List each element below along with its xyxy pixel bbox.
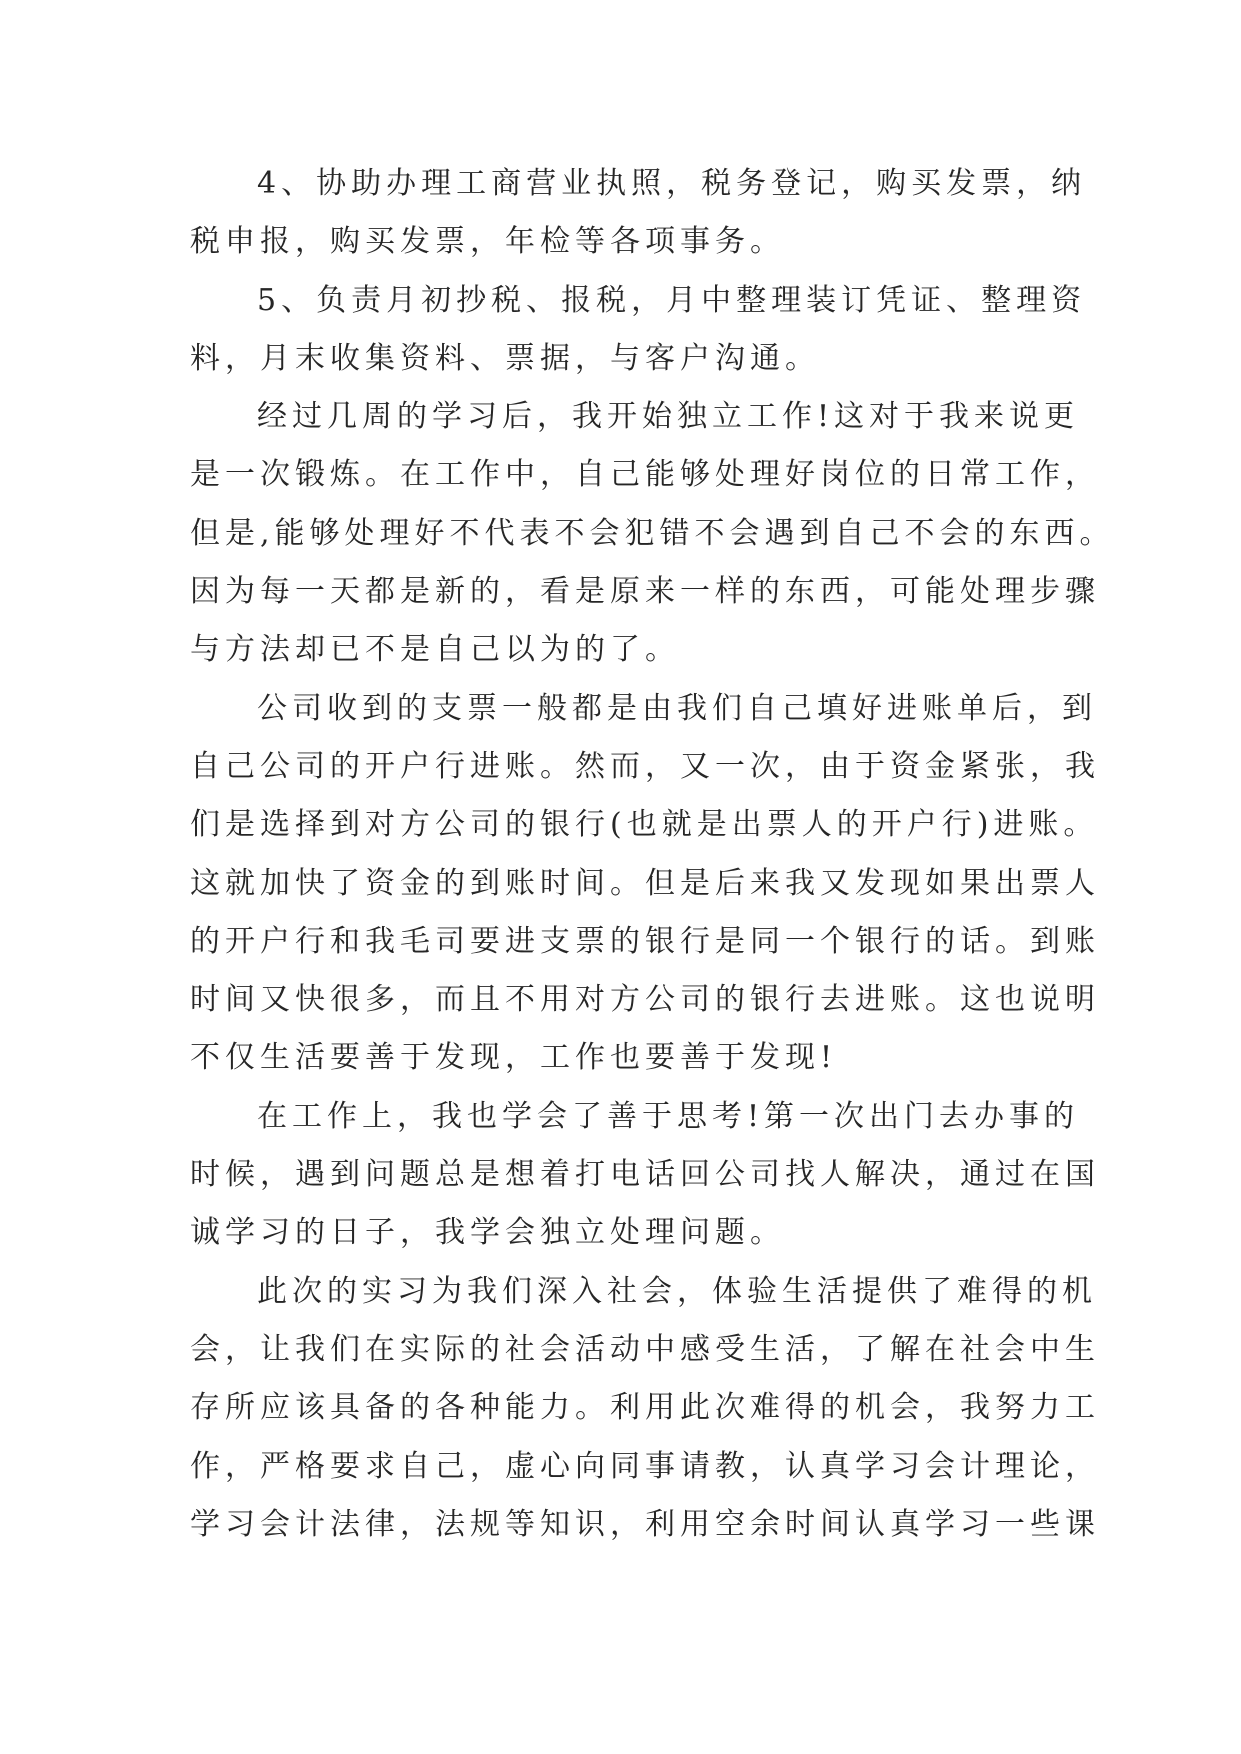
- text-line: 们是选择到对方公司的银行(也就是出票人的开户行)进账。: [190, 807, 1099, 843]
- text-line: 自己公司的开户行进账。然而，又一次，由于资金紧张，我: [190, 748, 1100, 784]
- paragraph-independent-work: [190, 388, 1115, 679]
- text-line: 会，让我们在实际的社会活动中感受生活，了解在社会中生: [190, 1331, 1100, 1367]
- text-line: 5、负责月初抄税、报税，月中整理装订凭证、整理资: [257, 282, 1087, 318]
- text-line: 作，严格要求自己，虚心向同事请教，认真学习会计理论，: [190, 1448, 1100, 1484]
- text-line: 因为每一天都是新的，看是原来一样的东西，可能处理步骤: [190, 574, 1100, 610]
- text-line: 与方法却已不是自己以为的了。: [190, 632, 680, 668]
- text-line: 时间又快很多，而且不用对方公司的银行去进账。这也说明: [190, 982, 1100, 1018]
- text-line: 存所应该具备的各种能力。利用此次难得的机会，我努力工: [190, 1390, 1100, 1426]
- text-line: 不仅生活要善于发现，工作也要善于发现!: [190, 1040, 838, 1076]
- paragraph-item-5-duties: [190, 272, 1086, 389]
- text-line: 这就加快了资金的到账时间。但是后来我又发现如果出票人: [190, 865, 1100, 901]
- paragraph-cheque-deposit: [190, 680, 1100, 1088]
- text-line: 公司收到的支票一般都是由我们自己填好进账单后，到: [257, 690, 1097, 726]
- text-line: 时候，遇到问题总是想着打电话回公司找人解决，通过在国: [190, 1157, 1100, 1193]
- paragraph-item-4-duties: [190, 155, 1086, 272]
- text-line: 4、协助办理工商营业执照，税务登记，购买发票，纳: [257, 166, 1087, 201]
- text-line: 诚学习的日子，我学会独立处理问题。: [190, 1215, 785, 1251]
- text-line: 税申报，购买发票，年检等各项事务。: [190, 224, 785, 260]
- text-line: 是一次锻炼。在工作中，自己能够处理好岗位的日常工作，: [190, 457, 1100, 493]
- text-line: 在工作上，我也学会了善于思考!第一次出门去办事的: [257, 1098, 1080, 1134]
- text-line: 的开户行和我毛司要进支票的银行是同一个银行的话。到账: [190, 923, 1100, 959]
- text-line: 此次的实习为我们深入社会，体验生活提供了难得的机: [257, 1273, 1097, 1309]
- text-line: 经过几周的学习后，我开始独立工作!这对于我来说更: [257, 399, 1080, 435]
- text-line: 学习会计法律，法规等知识，利用空余时间认真学习一些课: [190, 1506, 1100, 1542]
- text-line: 但是,能够处理好不代表不会犯错不会遇到自己不会的东西。: [190, 515, 1115, 551]
- paragraph-thinking: [190, 1088, 1100, 1263]
- text-line: 料，月末收集资料、票据，与客户沟通。: [190, 340, 820, 376]
- paragraph-internship-summary: [190, 1263, 1100, 1554]
